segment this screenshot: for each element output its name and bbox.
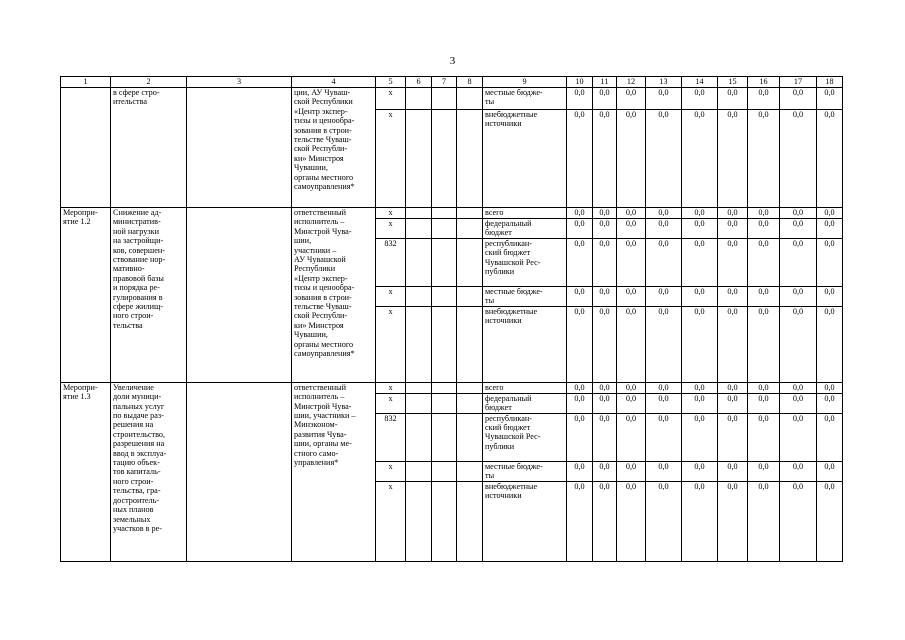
value-cell: 0,0 xyxy=(617,110,646,208)
value-cell: 0,0 xyxy=(780,481,817,561)
value-cell: 0,0 xyxy=(617,382,646,393)
column-number-16: 16 xyxy=(748,77,780,88)
value-cell: 0,0 xyxy=(646,286,682,306)
funding-source-cell xyxy=(483,393,567,413)
value-cell: 0,0 xyxy=(682,88,718,110)
funding-source-cell xyxy=(483,461,567,481)
value-cell: 0,0 xyxy=(718,110,748,208)
code-cell: x xyxy=(376,208,406,219)
value-cell: 0,0 xyxy=(617,88,646,110)
measure-name-cell xyxy=(111,382,187,561)
code-cell: 832 xyxy=(376,238,406,286)
value-cell: 0,0 xyxy=(593,208,617,219)
value-cell: 0,0 xyxy=(748,219,780,239)
value-cell: 0,0 xyxy=(682,461,718,481)
value-cell: 0,0 xyxy=(567,413,593,461)
value-cell: 0,0 xyxy=(646,238,682,286)
value-cell: 0,0 xyxy=(780,393,817,413)
funding-source-cell xyxy=(483,88,567,110)
column-6-cell xyxy=(406,382,432,393)
column-number-18: 18 xyxy=(817,77,843,88)
value-cell: 0,0 xyxy=(593,481,617,561)
column-6-cell xyxy=(406,88,432,110)
column-number-17: 17 xyxy=(780,77,817,88)
column-number-12: 12 xyxy=(617,77,646,88)
code-cell: 832 xyxy=(376,413,406,461)
value-cell: 0,0 xyxy=(718,382,748,393)
column-7-cell xyxy=(432,238,457,286)
column-6-cell xyxy=(406,208,432,219)
code-cell: x xyxy=(376,481,406,561)
funding-source: внебюджетные источники xyxy=(485,110,538,129)
page-number: 3 xyxy=(449,55,456,67)
column-8-cell xyxy=(457,208,483,219)
funding-source-cell xyxy=(483,286,567,306)
value-cell: 0,0 xyxy=(780,286,817,306)
value-cell: 0,0 xyxy=(567,219,593,239)
column-number-5: 5 xyxy=(376,77,406,88)
column-6-cell xyxy=(406,219,432,239)
value-cell: 0,0 xyxy=(567,286,593,306)
code-cell: x xyxy=(376,110,406,208)
measure-id-cell xyxy=(61,208,111,383)
funding-source-cell xyxy=(483,481,567,561)
value-cell: 0,0 xyxy=(780,238,817,286)
value-cell: 0,0 xyxy=(646,219,682,239)
value-cell: 0,0 xyxy=(593,238,617,286)
funding-source: республикан- ский бюджет Чувашской Рес- публики xyxy=(485,238,541,277)
column-number-8: 8 xyxy=(457,77,483,88)
value-cell: 0,0 xyxy=(817,306,843,382)
value-cell: 0,0 xyxy=(682,286,718,306)
funding-source: республикан- ский бюджет Чувашской Рес- публики xyxy=(485,413,541,451)
measure-name: в сфере стро- ительства xyxy=(113,88,160,107)
column-number-3: 3 xyxy=(187,77,292,88)
column-7-cell xyxy=(432,382,457,393)
code-cell: x xyxy=(376,286,406,306)
column-7-cell xyxy=(432,110,457,208)
measure-name: Снижение ад- министратив- ной нагрузки на застройщи- ков, совершен- ствование нор- мативно- правовой базы и порядка ре- гулирования в сфере жилищ- ного строи- тельства xyxy=(113,208,166,330)
code-cell: x xyxy=(376,393,406,413)
value-cell: 0,0 xyxy=(748,461,780,481)
column-3-cell xyxy=(187,382,292,561)
value-cell: 0,0 xyxy=(748,286,780,306)
value-cell: 0,0 xyxy=(718,219,748,239)
value-cell: 0,0 xyxy=(646,461,682,481)
value-cell: 0,0 xyxy=(682,382,718,393)
measure-name-cell xyxy=(111,208,187,383)
value-cell: 0,0 xyxy=(718,88,748,110)
header-row xyxy=(61,77,843,88)
value-cell: 0,0 xyxy=(748,110,780,208)
column-8-cell xyxy=(457,461,483,481)
column-8-cell xyxy=(457,88,483,110)
value-cell: 0,0 xyxy=(593,393,617,413)
code-cell: x xyxy=(376,219,406,239)
value-cell: 0,0 xyxy=(593,88,617,110)
value-cell: 0,0 xyxy=(682,393,718,413)
value-cell: 0,0 xyxy=(682,306,718,382)
measure-id-cell xyxy=(61,382,111,561)
column-8-cell xyxy=(457,382,483,393)
value-cell: 0,0 xyxy=(718,306,748,382)
column-number-2: 2 xyxy=(111,77,187,88)
funding-source-cell xyxy=(483,219,567,239)
table-row xyxy=(61,208,843,219)
value-cell: 0,0 xyxy=(780,382,817,393)
value-cell: 0,0 xyxy=(646,110,682,208)
value-cell: 0,0 xyxy=(718,413,748,461)
value-cell: 0,0 xyxy=(646,481,682,561)
column-6-cell xyxy=(406,306,432,382)
value-cell: 0,0 xyxy=(646,393,682,413)
column-6-cell xyxy=(406,481,432,561)
value-cell: 0,0 xyxy=(748,306,780,382)
value-cell: 0,0 xyxy=(617,208,646,219)
value-cell: 0,0 xyxy=(567,208,593,219)
value-cell: 0,0 xyxy=(817,461,843,481)
column-6-cell xyxy=(406,461,432,481)
value-cell: 0,0 xyxy=(718,461,748,481)
value-cell: 0,0 xyxy=(617,461,646,481)
value-cell: 0,0 xyxy=(682,208,718,219)
executors-text: ответственный исполнитель – Минстрой Чува- шии, участники – Минэконом- развития Чува- шии, органы ме- стного само- управления* xyxy=(294,382,356,468)
funding-source-cell xyxy=(483,110,567,208)
funding-source: внебюджетные источники xyxy=(485,481,538,501)
funding-source: местные бюдже- ты xyxy=(485,461,543,481)
value-cell: 0,0 xyxy=(817,286,843,306)
column-number-6: 6 xyxy=(406,77,432,88)
measure-id-cell xyxy=(61,88,111,208)
column-number-1: 1 xyxy=(61,77,111,88)
code-cell: x xyxy=(376,88,406,110)
column-7-cell xyxy=(432,306,457,382)
executors-cell xyxy=(292,382,376,561)
column-7-cell xyxy=(432,286,457,306)
column-8-cell xyxy=(457,413,483,461)
column-8-cell xyxy=(457,306,483,382)
value-cell: 0,0 xyxy=(567,481,593,561)
column-8-cell xyxy=(457,393,483,413)
funding-source-cell xyxy=(483,306,567,382)
funding-source: федеральный бюджет xyxy=(485,219,532,238)
measure-name: Увеличение доли муници- пальных услуг по выдаче раз- решения на строительство, разрешения на ввод в эксплуа- тацию объек- тов капиталь- ного строи- тельства, гра- достроитель- ных планов земельных участков в ре- xyxy=(113,382,167,533)
table-row xyxy=(61,88,843,110)
value-cell: 0,0 xyxy=(780,88,817,110)
column-8-cell xyxy=(457,286,483,306)
value-cell: 0,0 xyxy=(817,393,843,413)
column-8-cell xyxy=(457,219,483,239)
value-cell: 0,0 xyxy=(567,238,593,286)
value-cell: 0,0 xyxy=(593,286,617,306)
value-cell: 0,0 xyxy=(567,306,593,382)
value-cell: 0,0 xyxy=(567,110,593,208)
column-7-cell xyxy=(432,88,457,110)
column-7-cell xyxy=(432,393,457,413)
value-cell: 0,0 xyxy=(748,481,780,561)
value-cell: 0,0 xyxy=(646,413,682,461)
funding-source: федеральный бюджет xyxy=(485,393,532,413)
column-number-15: 15 xyxy=(718,77,748,88)
executors-cell xyxy=(292,88,376,208)
column-number-11: 11 xyxy=(593,77,617,88)
code-cell: x xyxy=(376,306,406,382)
value-cell: 0,0 xyxy=(817,382,843,393)
column-number-7: 7 xyxy=(432,77,457,88)
funding-source-cell xyxy=(483,208,567,219)
value-cell: 0,0 xyxy=(817,238,843,286)
column-6-cell xyxy=(406,286,432,306)
column-6-cell xyxy=(406,110,432,208)
value-cell: 0,0 xyxy=(817,88,843,110)
value-cell: 0,0 xyxy=(567,88,593,110)
value-cell: 0,0 xyxy=(617,481,646,561)
value-cell: 0,0 xyxy=(817,413,843,461)
value-cell: 0,0 xyxy=(682,413,718,461)
code-cell: x xyxy=(376,461,406,481)
budget-table xyxy=(60,76,843,562)
value-cell: 0,0 xyxy=(718,393,748,413)
value-cell: 0,0 xyxy=(646,382,682,393)
column-number-9: 9 xyxy=(483,77,567,88)
column-6-cell xyxy=(406,238,432,286)
funding-source: местные бюдже- ты xyxy=(485,88,543,107)
value-cell: 0,0 xyxy=(780,306,817,382)
executors-text: ции, АУ Чуваш- ской Республики «Центр экспер- тизы и ценообра- зования в строи- тельстве Чуваш- ской Республи- ки» Минстроя Чувашии, органы местного самоуправления* xyxy=(294,88,355,192)
funding-source: всего xyxy=(485,382,504,392)
value-cell: 0,0 xyxy=(646,306,682,382)
value-cell: 0,0 xyxy=(748,88,780,110)
value-cell: 0,0 xyxy=(718,238,748,286)
value-cell: 0,0 xyxy=(682,219,718,239)
value-cell: 0,0 xyxy=(593,413,617,461)
executors-text: ответственный исполнитель – Минстрой Чува- шии, участники – АУ Чувашской Республики «Центр экспер- тизы и ценообра- зования в строи- тельстве Чуваш- ской Республи- ки» Минстроя Чувашии, органы местного самоуправления* xyxy=(294,208,355,359)
value-cell: 0,0 xyxy=(617,393,646,413)
column-7-cell xyxy=(432,208,457,219)
value-cell: 0,0 xyxy=(718,208,748,219)
value-cell: 0,0 xyxy=(682,238,718,286)
value-cell: 0,0 xyxy=(646,88,682,110)
value-cell: 0,0 xyxy=(780,413,817,461)
column-7-cell xyxy=(432,461,457,481)
measure-id: Меропри- ятие 1.2 xyxy=(63,208,98,227)
value-cell: 0,0 xyxy=(748,382,780,393)
value-cell: 0,0 xyxy=(718,286,748,306)
value-cell: 0,0 xyxy=(748,208,780,219)
column-8-cell xyxy=(457,238,483,286)
value-cell: 0,0 xyxy=(593,461,617,481)
value-cell: 0,0 xyxy=(748,413,780,461)
value-cell: 0,0 xyxy=(780,461,817,481)
value-cell: 0,0 xyxy=(617,286,646,306)
value-cell: 0,0 xyxy=(617,306,646,382)
code-cell: x xyxy=(376,382,406,393)
value-cell: 0,0 xyxy=(780,219,817,239)
value-cell: 0,0 xyxy=(817,219,843,239)
value-cell: 0,0 xyxy=(817,208,843,219)
funding-source: внебюджетные источники xyxy=(485,306,538,326)
column-8-cell xyxy=(457,481,483,561)
value-cell: 0,0 xyxy=(567,393,593,413)
column-8-cell xyxy=(457,110,483,208)
value-cell: 0,0 xyxy=(593,306,617,382)
column-number-4: 4 xyxy=(292,77,376,88)
measure-id: Меропри- ятие 1.3 xyxy=(63,382,98,402)
column-7-cell xyxy=(432,219,457,239)
value-cell: 0,0 xyxy=(748,238,780,286)
value-cell: 0,0 xyxy=(567,382,593,393)
funding-source: всего xyxy=(485,208,504,217)
funding-source-cell xyxy=(483,238,567,286)
value-cell: 0,0 xyxy=(817,481,843,561)
value-cell: 0,0 xyxy=(718,481,748,561)
value-cell: 0,0 xyxy=(682,110,718,208)
value-cell: 0,0 xyxy=(567,461,593,481)
funding-source-cell xyxy=(483,413,567,461)
column-number-14: 14 xyxy=(682,77,718,88)
value-cell: 0,0 xyxy=(617,238,646,286)
column-7-cell xyxy=(432,413,457,461)
value-cell: 0,0 xyxy=(817,110,843,208)
column-6-cell xyxy=(406,413,432,461)
value-cell: 0,0 xyxy=(780,110,817,208)
column-6-cell xyxy=(406,393,432,413)
measure-name-cell xyxy=(111,88,187,208)
column-7-cell xyxy=(432,481,457,561)
value-cell: 0,0 xyxy=(593,219,617,239)
funding-source: местные бюдже- ты xyxy=(485,286,543,306)
table-row xyxy=(61,382,843,393)
value-cell: 0,0 xyxy=(593,110,617,208)
value-cell: 0,0 xyxy=(617,219,646,239)
column-3-cell xyxy=(187,208,292,383)
value-cell: 0,0 xyxy=(780,208,817,219)
value-cell: 0,0 xyxy=(593,382,617,393)
value-cell: 0,0 xyxy=(646,208,682,219)
column-number-13: 13 xyxy=(646,77,682,88)
value-cell: 0,0 xyxy=(748,393,780,413)
column-3-cell xyxy=(187,88,292,208)
column-number-10: 10 xyxy=(567,77,593,88)
value-cell: 0,0 xyxy=(617,413,646,461)
executors-cell xyxy=(292,208,376,383)
funding-source-cell xyxy=(483,382,567,393)
value-cell: 0,0 xyxy=(682,481,718,561)
